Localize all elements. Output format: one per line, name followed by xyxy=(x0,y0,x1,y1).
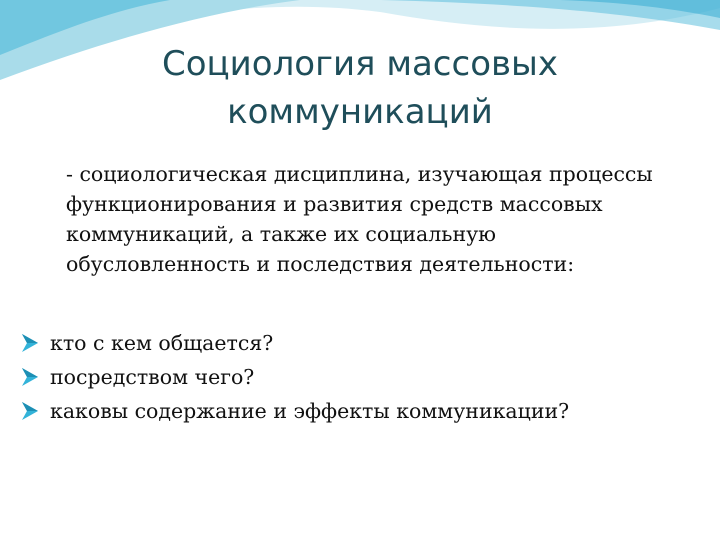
page-title: Социология массовых коммуникаций xyxy=(161,44,558,132)
list-item-text: кто с кем общается? xyxy=(50,331,274,355)
list-item xyxy=(20,360,680,394)
list-item xyxy=(20,326,680,360)
question-list xyxy=(20,326,680,428)
list-item-text: посредством чего? xyxy=(50,365,255,389)
arrow-bullet-icon xyxy=(20,367,40,387)
arrow-bullet-icon xyxy=(20,401,40,421)
arrow-bullet-icon xyxy=(20,333,40,353)
list-item-text: каковы содержание и эффекты коммуникации? xyxy=(50,399,570,423)
list-item xyxy=(20,394,680,428)
definition-text: - социологическая дисциплина, изучающая процессы функционирования и развития средств массовых коммуникаций, а также их социальную обусловленность и последствия деятельности: xyxy=(66,162,653,276)
